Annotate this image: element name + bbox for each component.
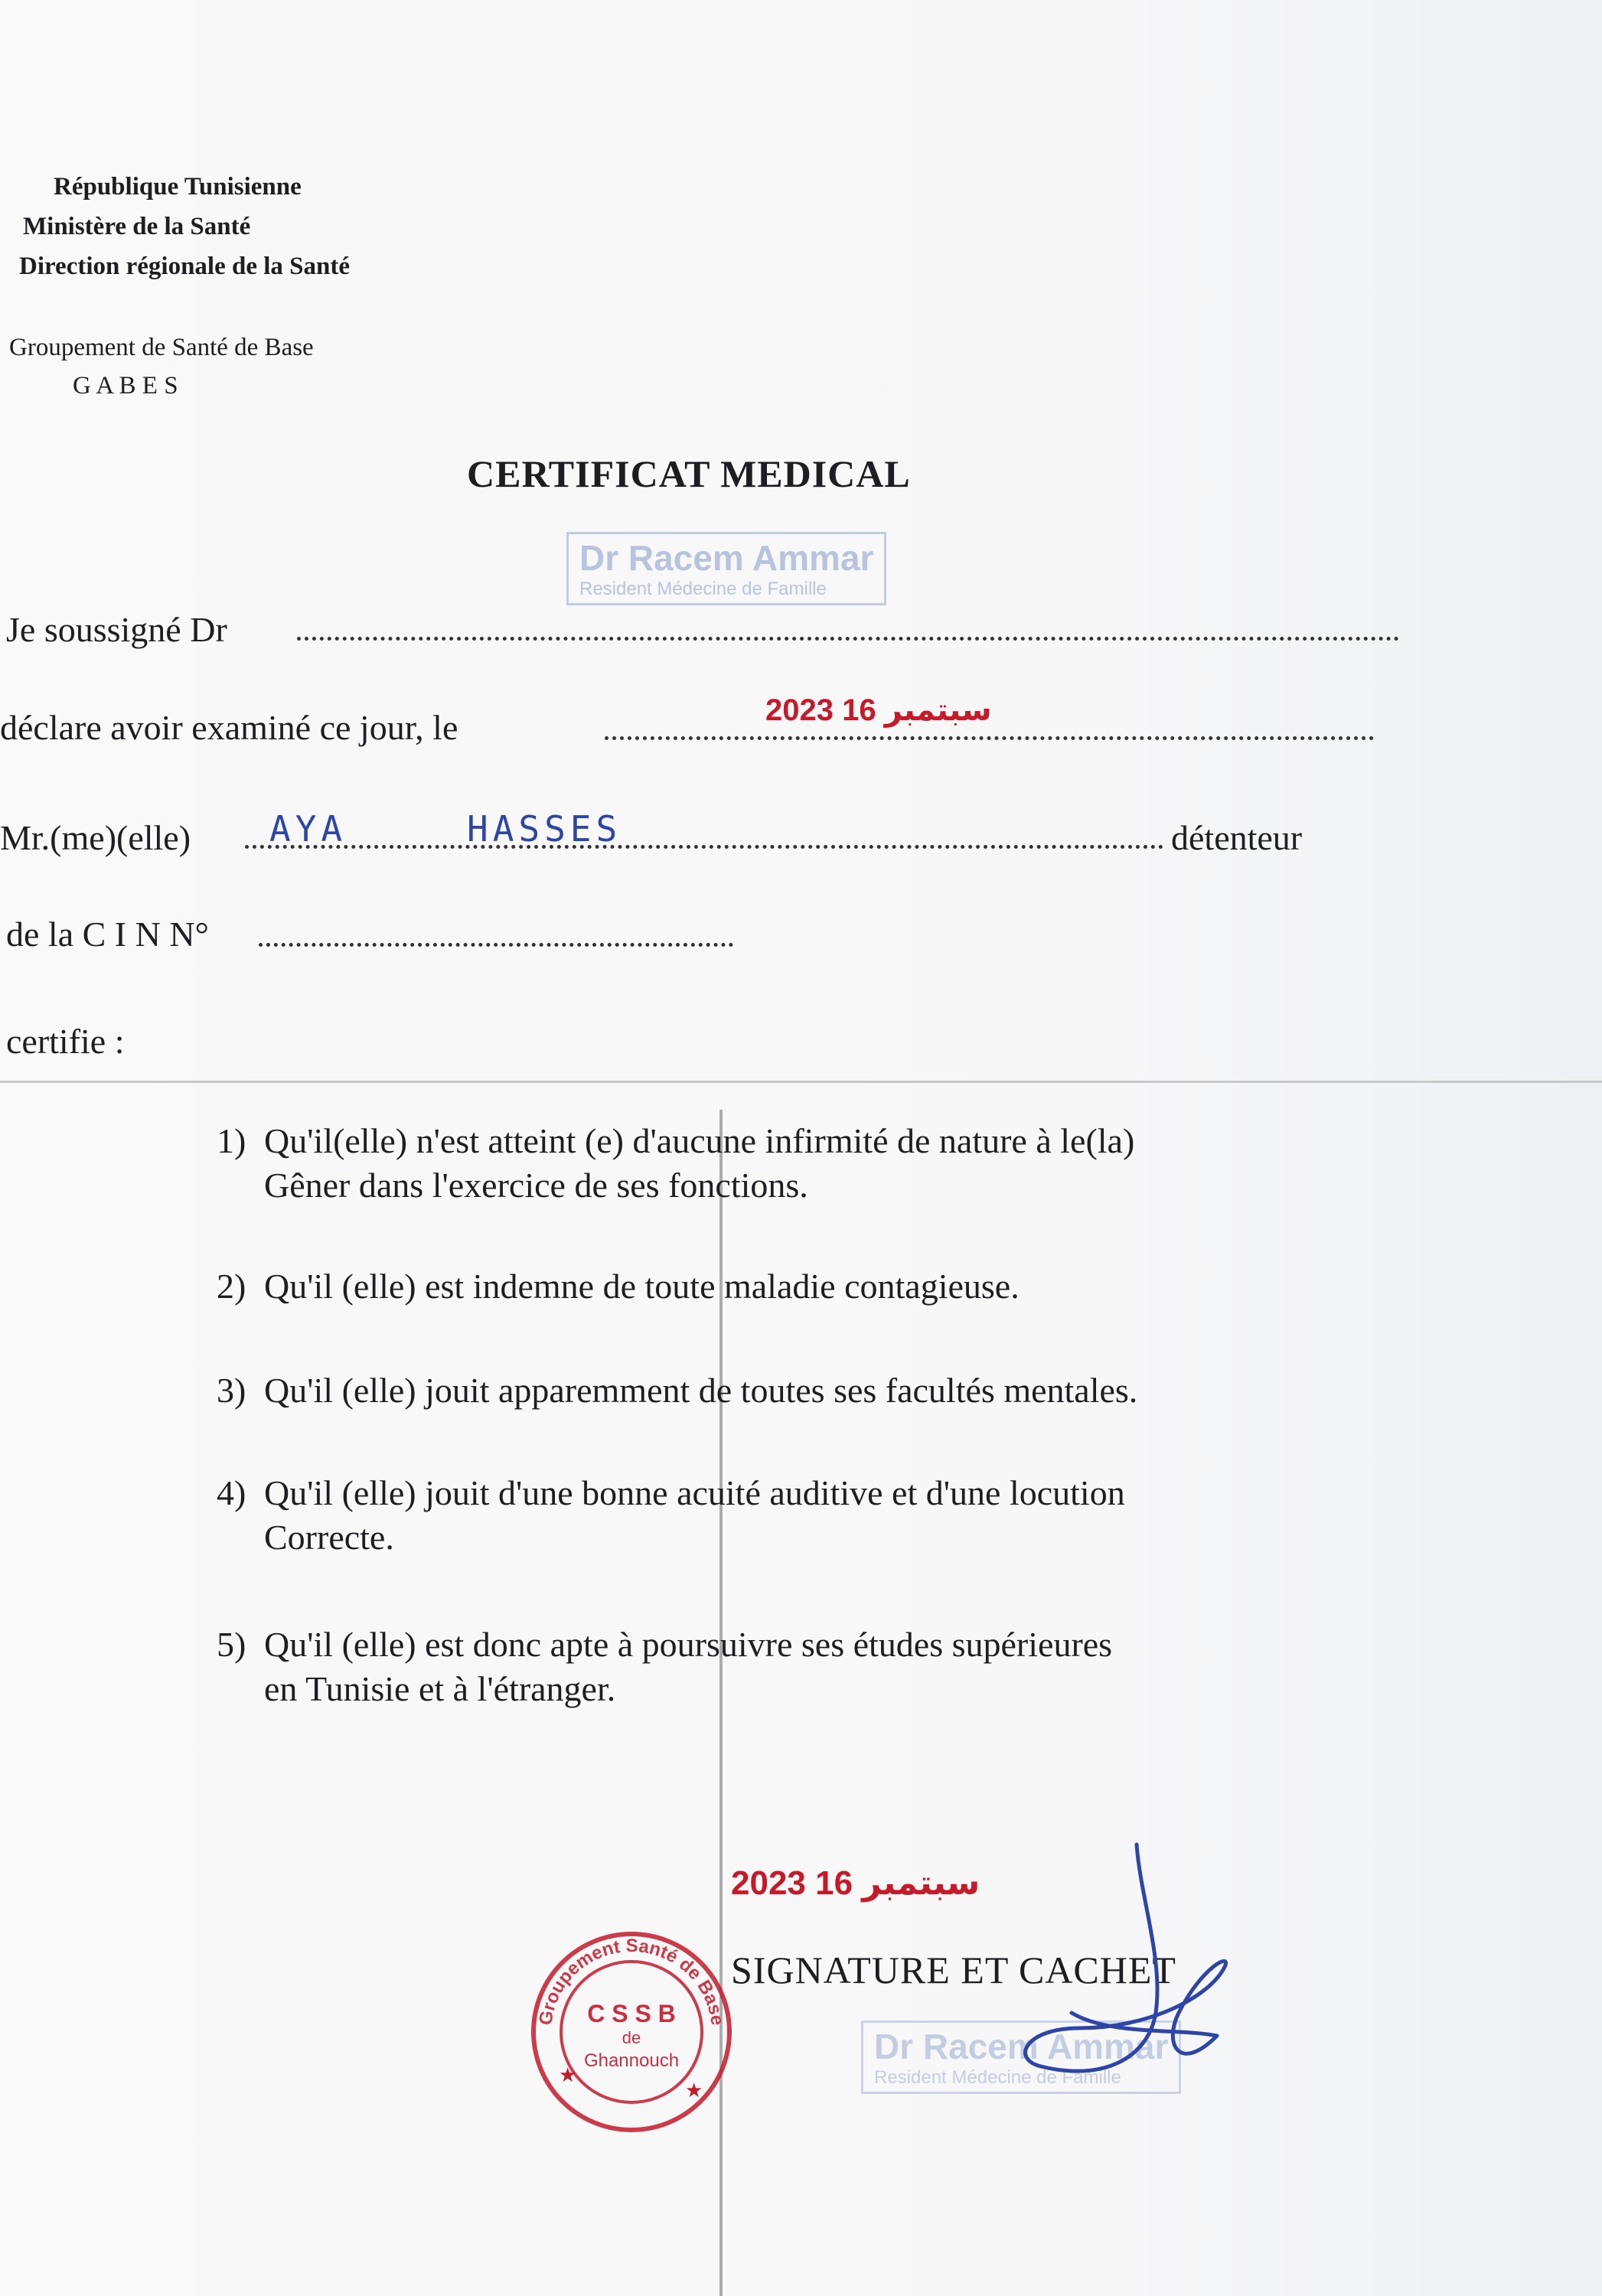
document-title: CERTIFICAT MEDICAL [467, 452, 911, 495]
item-text: Qu'il (elle) est donc apte à poursuivre ses études supérieures [264, 1625, 1113, 1664]
item-text: Qu'il (elle) jouit apparemment de toutes ses facultés mentales. [264, 1371, 1138, 1410]
patient-first-name: AYA [269, 808, 347, 850]
detenteur-label: détenteur [1171, 818, 1303, 857]
date-dotted-line [605, 736, 1374, 740]
header-groupement: Groupement de Santé de Base [9, 334, 314, 361]
signature-label: SIGNATURE ET CACHET [731, 1949, 1176, 1991]
item-text: Qu'il (elle) est indemne de toute maladie contagieuse. [264, 1267, 1020, 1306]
cin-dotted-line [259, 943, 733, 947]
cin-label: de la C I N N° [6, 915, 209, 954]
certifie-label: certifie : [6, 1022, 125, 1061]
round-seal-icon [528, 1929, 735, 2135]
certification-item-4 [217, 1471, 1125, 1560]
exam-date-stamp: 2023 سبتمبر 16 [765, 693, 992, 727]
item-text-continued: en Tunisie et à l'étranger. [264, 1669, 616, 1708]
item-number: 4) [217, 1473, 246, 1512]
doctor-name-text: Dr Racem Ammar [579, 538, 874, 578]
doctor-name-text: Dr Racem Ammar [874, 2027, 1169, 2066]
certification-item-1 [217, 1119, 1134, 1208]
item-text: Qu'il (elle) jouit d'une bonne acuité auditive et d'une locution [264, 1473, 1125, 1512]
doctor-role-text: Resident Médecine de Famille [579, 579, 827, 599]
doctor-role-text: Resident Médecine de Famille [874, 2067, 1121, 2088]
header-direction: Direction régionale de la Santé [19, 253, 350, 280]
certification-item-2 [217, 1264, 1020, 1309]
patient-label: Mr.(me)(elle) [0, 818, 191, 857]
item-number: 1) [217, 1121, 246, 1160]
seal-outer-text: Groupement Santé de Base [535, 1935, 728, 2027]
patient-last-name: HASSES [467, 808, 622, 850]
seal-city-text: Ghannouch [583, 2050, 680, 2071]
header-ministere: Ministère de la Santé [23, 213, 251, 240]
certification-item-5 [217, 1623, 1112, 1711]
item-number: 5) [217, 1625, 246, 1664]
header-republique: République Tunisienne [54, 173, 302, 201]
seal-de-text: de [622, 2028, 641, 2047]
item-text: Qu'il(elle) n'est atteint (e) d'aucune infirmité de nature à le(la) [264, 1121, 1135, 1160]
seal-star-icon: ★ [559, 2064, 577, 2086]
soussigne-label: Je soussigné Dr [6, 610, 227, 649]
patient-dotted-line [245, 845, 1163, 849]
header-city: G A B E S [73, 372, 178, 400]
item-text-continued: Gêner dans l'exercice de ses fonctions. [264, 1166, 808, 1205]
certification-item-3 [217, 1368, 1137, 1413]
handwritten-signature-icon [995, 1837, 1271, 2112]
paper-fold-horizontal [0, 1081, 1602, 1083]
item-number: 2) [217, 1267, 246, 1306]
item-text-continued: Correcte. [264, 1518, 394, 1557]
signature-date-stamp: 2023 سبتمبر 16 [731, 1864, 980, 1902]
doctor-name-stamp-top [566, 532, 886, 605]
seal-star-icon: ★ [685, 2079, 703, 2102]
doctor-dotted-line [297, 637, 1399, 641]
declare-label: déclare avoir examiné ce jour, le [0, 708, 458, 747]
item-number: 3) [217, 1371, 246, 1410]
seal-center-text: C S S B [587, 2000, 676, 2027]
